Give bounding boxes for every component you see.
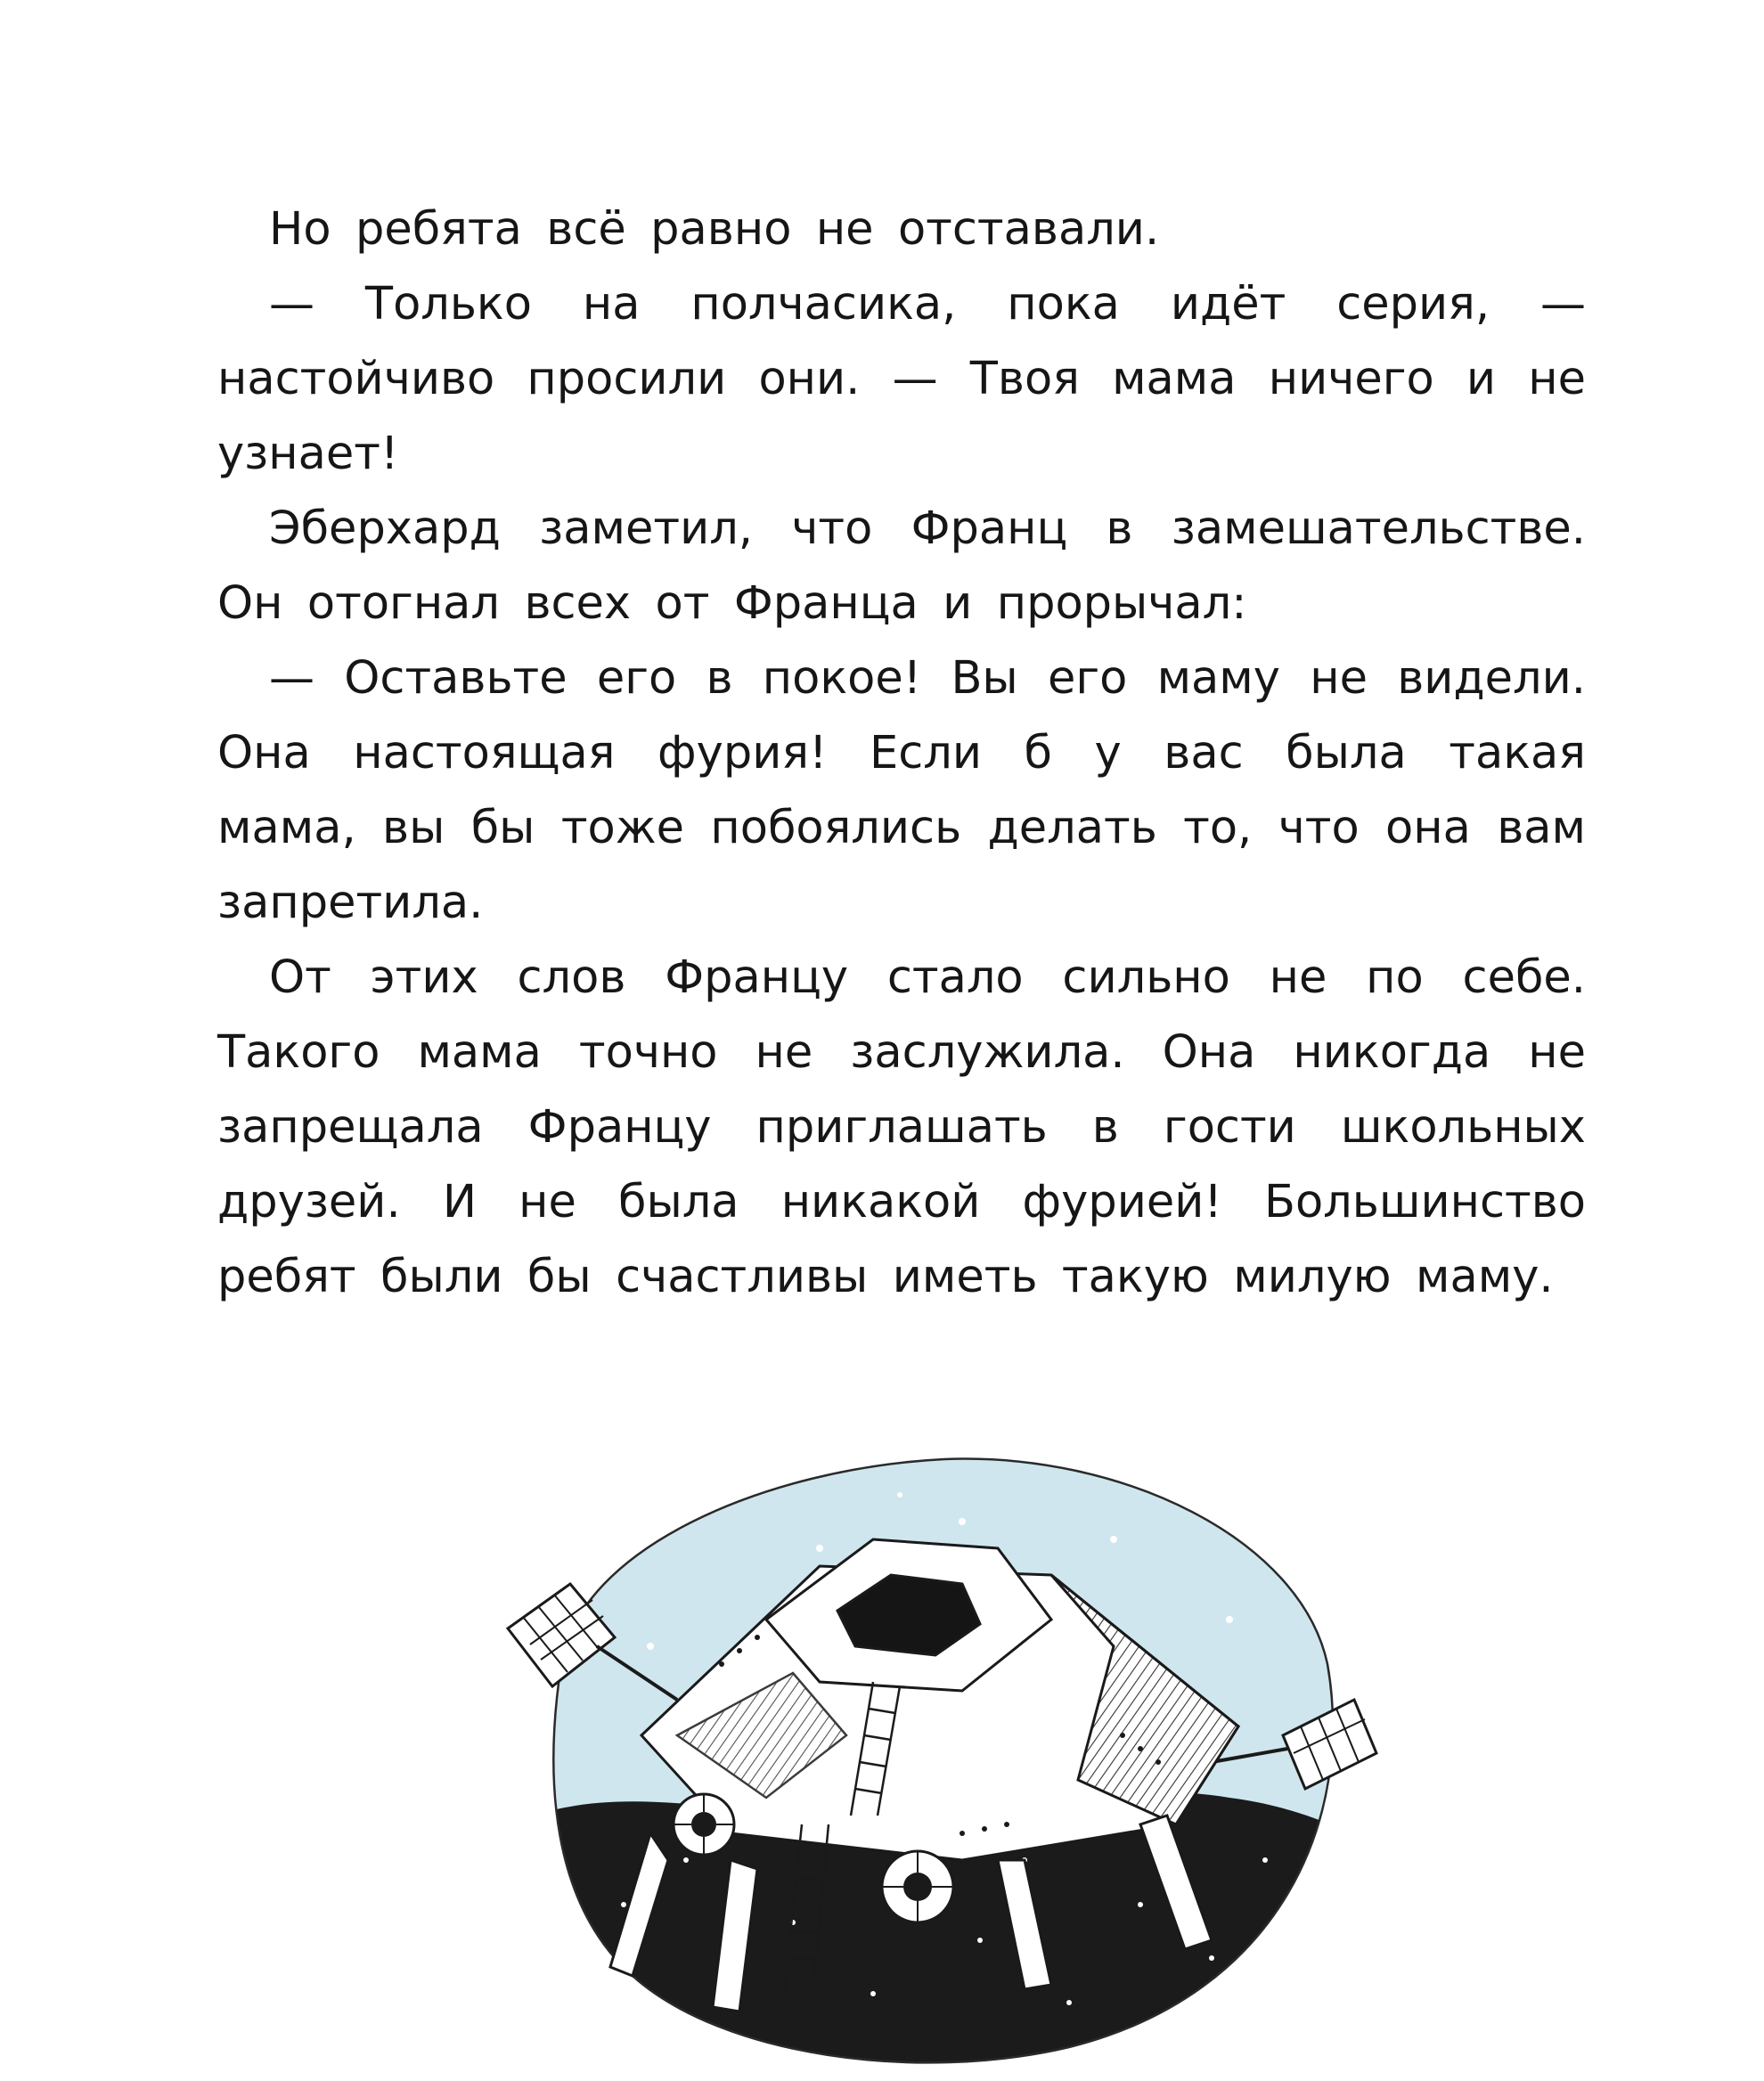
- paragraph-3: Эберхард заметил, что Франц в замешательстве. Он отогнал всех от Франца и прорычал:: [217, 502, 1586, 630]
- spaceship-station-drawing-icon: [499, 1441, 1381, 2065]
- paragraph-5: От этих слов Францу стало сильно не по себе. Такого мама точно не заслужила. Она никогда не запрещала Францу приглашать в гости школьных друзей. И не была никакой фурией! Большинство ребят были бы счастливы иметь такую милую маму.: [217, 951, 1586, 1303]
- paragraph-1: Но ребята всё равно не отставали.: [269, 203, 1160, 256]
- page-text: [217, 192, 1586, 1315]
- paragraph-2: — Только на полчасика, пока идёт серия, — настойчиво просили они. — Твоя мама ничего и не узнает!: [217, 278, 1586, 480]
- paragraph-4: — Оставьте его в покое! Вы его маму не видели. Она настоящая фурия! Если б у вас была такая мама, вы бы тоже побоялись делать то, что она вам запретила.: [217, 652, 1586, 929]
